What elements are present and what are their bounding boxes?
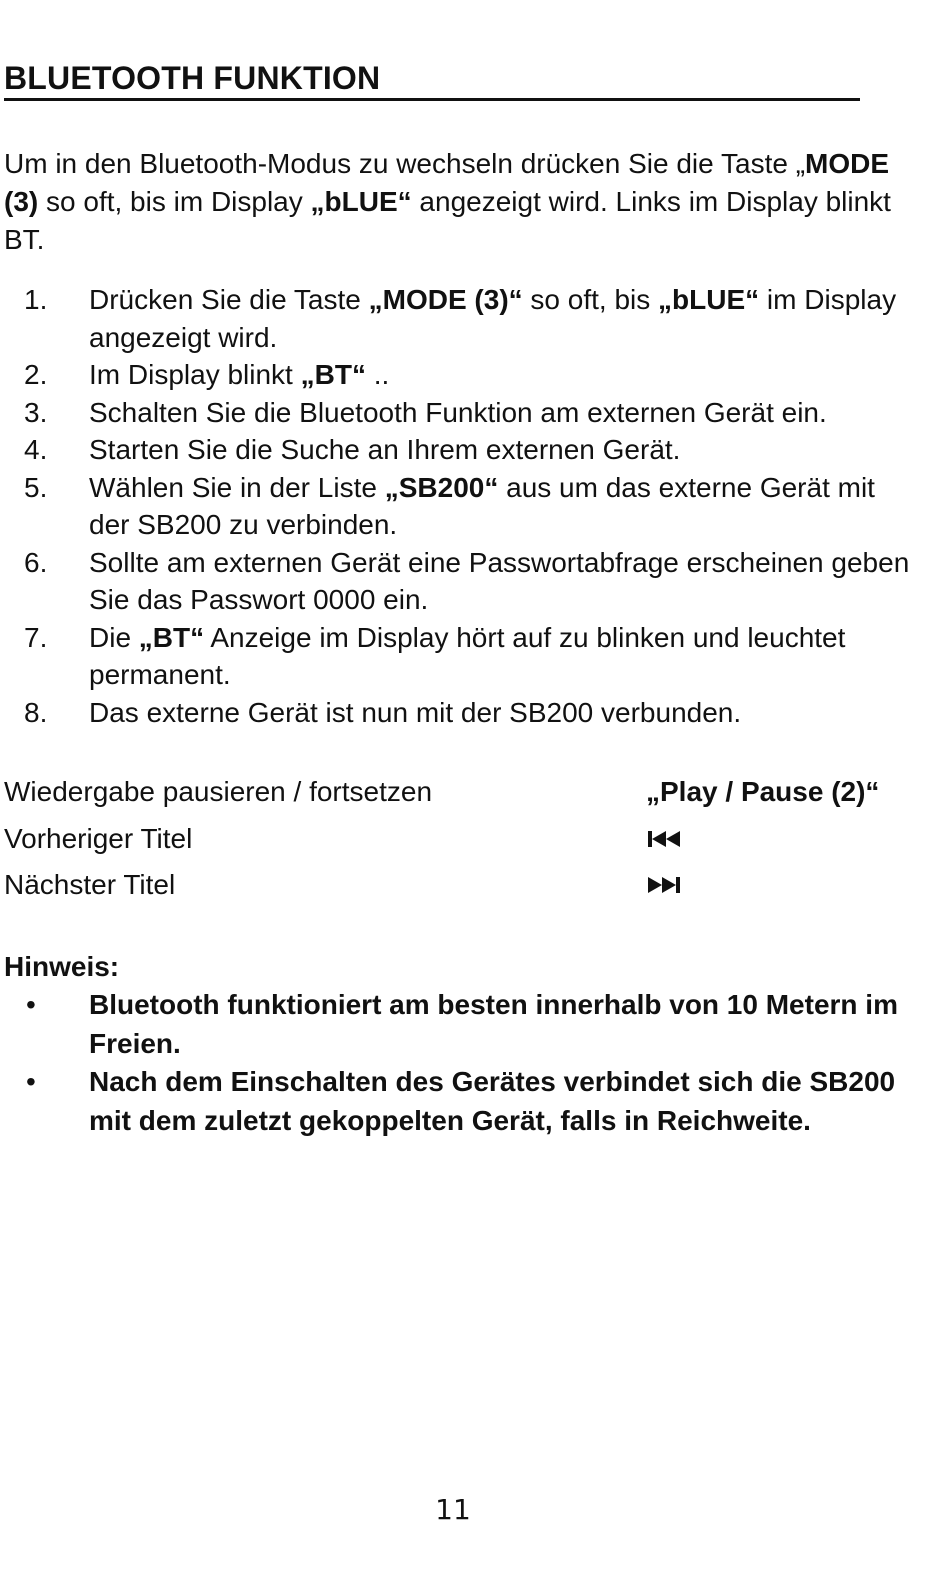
playback-controls-table [4,773,914,913]
step-item [0,394,920,432]
step-number: 1. [24,284,48,315]
step-text: Sollte am externen Gerät eine Passwortabfrage erscheinen geben Sie das Passwort 0000 ein. [89,546,910,615]
step-item [0,544,920,619]
notes-list [0,986,900,1140]
step-number: 6. [24,546,48,578]
step-text: Schalten Sie die Bluetooth Funktion am externen Gerät ein. [89,396,827,428]
step-number: 5. [24,471,48,503]
step-text: Wählen Sie in der Liste [89,471,385,503]
note-text: Bluetooth funktioniert am besten innerhalb von 10 Metern im Freien. [89,989,898,1059]
note-text: Nach dem Einschalten des Gerätes verbindet sich die SB200 mit dem zuletzt gekoppelten Gerät, falls in Reichweite. [89,1066,896,1136]
control-row-play-pause [4,773,914,820]
step-number: 3. [24,396,48,428]
step-key: „BT“ [300,359,366,390]
step-item [0,619,920,694]
step-text: Das externe Gerät ist nun mit der SB200 verbunden. [89,696,742,728]
step-number: 7. [24,621,48,653]
step-item [0,431,920,469]
intro-mode-key: MODE (3) [4,148,890,217]
step-item [0,694,920,732]
step-number: 8. [24,696,48,728]
step-text: .. [365,359,390,390]
note-heading: Hinweis: [4,951,120,982]
step-text: so oft, bis [522,284,659,315]
step-item [0,356,920,394]
step-key: „MODE (3)“ [368,284,523,315]
intro-display-text: „bLUE“ [310,186,412,217]
step-key: „bLUE“ [658,284,760,315]
step-text: im Display angezeigt wird. [89,284,897,353]
step-text: Anzeige im Display hört auf zu blinken und leuchtet permanent. [89,621,846,690]
control-row-next [4,866,914,913]
control-row-previous [4,820,914,867]
step-text: Die [89,621,139,653]
intro-text: angezeigt wird. Links im Display blinkt BT. [4,186,891,255]
bullet-icon: • [26,989,36,1020]
section-heading: BLUETOOTH FUNKTION [4,58,860,101]
page-number: 11 [435,1493,471,1526]
bullet-icon: • [26,1066,36,1097]
note-item [0,986,900,1063]
step-key: „BT“ [138,621,205,653]
step-item [0,469,920,544]
control-label: Nächster Titel [4,869,176,900]
control-label: Vorheriger Titel [4,822,193,854]
intro-text: so oft, bis im Display [38,186,311,217]
step-item [0,281,920,356]
intro-text: Um in den Bluetooth-Modus zu wechseln drücken Sie die Taste „ [4,148,806,179]
control-label: Wiedergabe pausieren / fortsetzen [4,776,433,807]
step-text: Im Display blinkt [89,359,301,390]
next-track-icon [646,875,682,895]
play-pause-key: „Play / Pause (2)“ [646,776,880,807]
step-number: 4. [24,434,48,465]
previous-track-icon [646,829,682,849]
step-number: 2. [24,359,48,390]
intro-paragraph [4,145,904,259]
step-key: „SB200“ [384,471,499,503]
step-text: Starten Sie die Suche an Ihrem externen Gerät. [89,434,681,465]
step-text: Drücken Sie die Taste [89,284,369,315]
pairing-steps [0,281,920,731]
note-item [0,1063,900,1140]
step-text: aus um das externe Gerät mit der SB200 zu verbinden. [89,471,875,540]
